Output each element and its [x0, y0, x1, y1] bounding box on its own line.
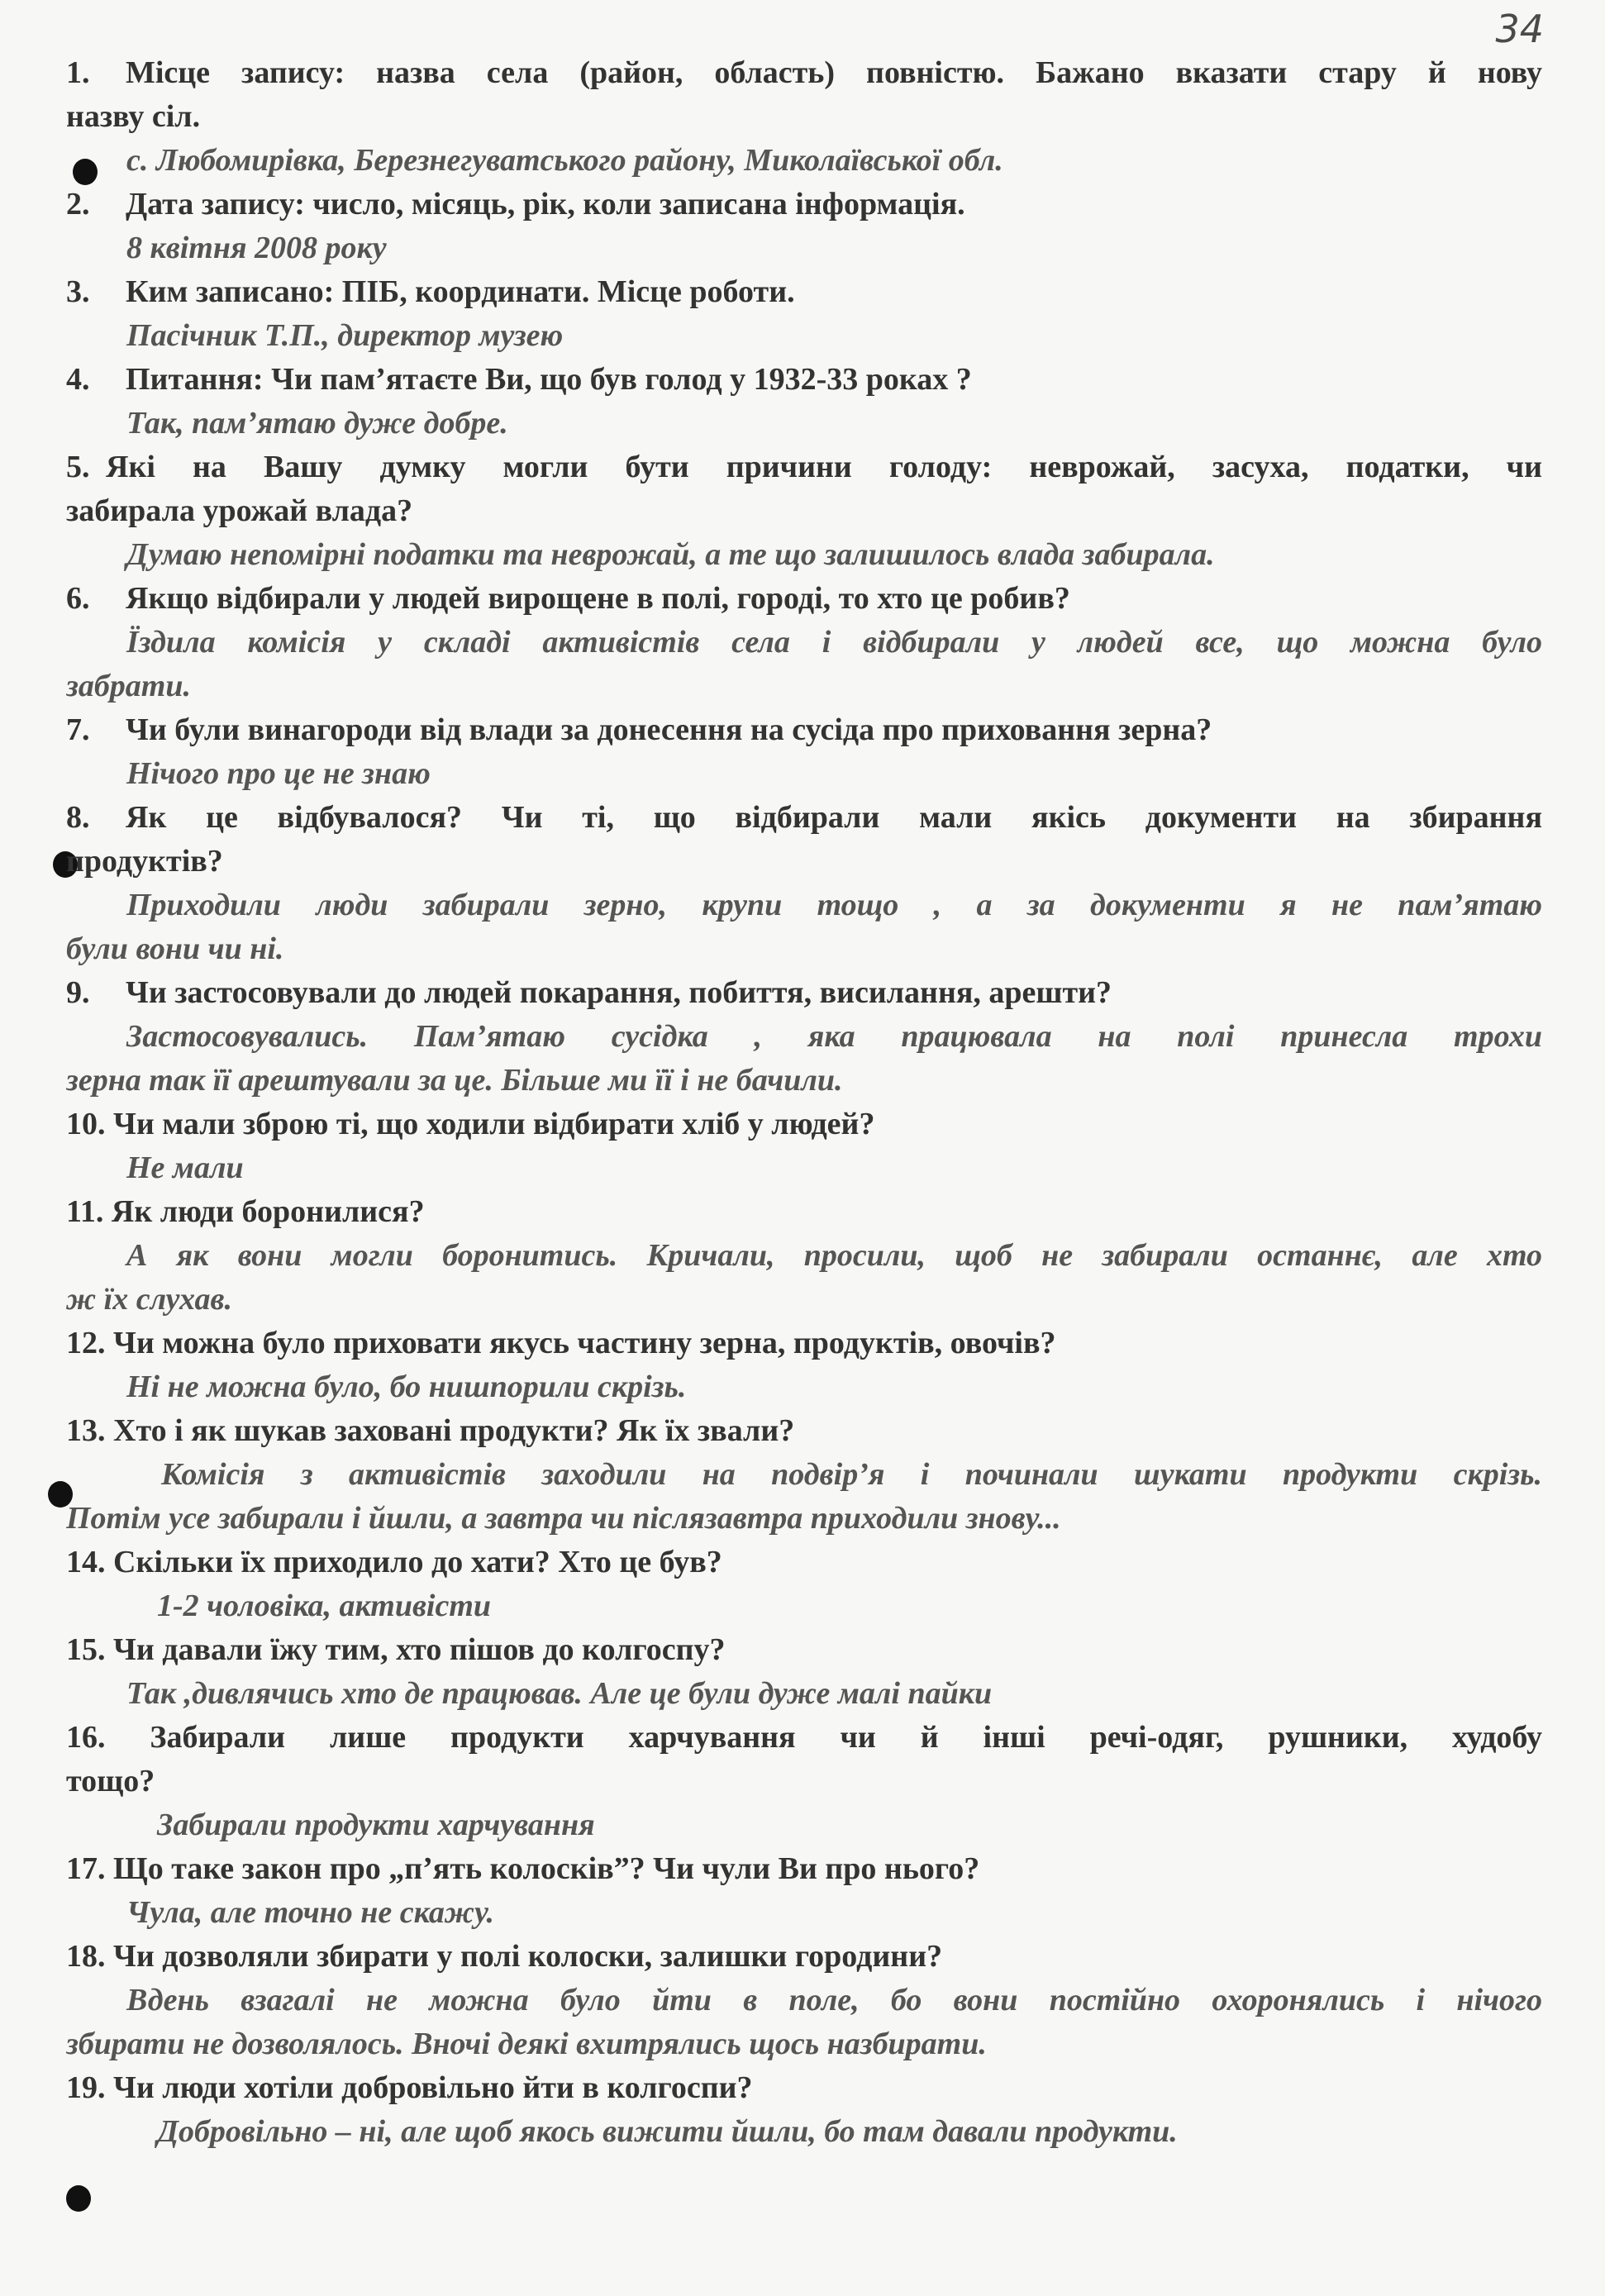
question-16-cont: тощо? [66, 1764, 155, 1798]
answer-7: Нічого про це не знаю [126, 756, 431, 791]
answer-17: Чула, але точно не скажу. [126, 1895, 495, 1930]
answer-10: Не мали [126, 1150, 244, 1185]
answer-13: Комісія з активістів заходили на подвір’я і починали шукати продукти скрізь. [161, 1457, 1542, 1492]
question-6: 6. Якщо відбирали у людей вирощене в полі, городі, то хто це робив? [66, 581, 1070, 616]
answer-5: Думаю непомірні податки та неврожай, а те що залишилось влада забирала. [126, 537, 1215, 572]
answer-13-cont: Потім усе забирали і йшли, а завтра чи післязавтра приходили знову... [66, 1501, 1061, 1536]
question-15: 15. Чи давали їжу тим, хто пішов до колгоспу? [66, 1632, 726, 1667]
question-16: 16. Забирали лише продукти харчування чи й інші речі-одяг, рушники, худобу [66, 1720, 1542, 1755]
question-10: 10. Чи мали зброю ті, що ходили відбирати хліб у людей? [66, 1107, 875, 1141]
answer-8: Приходили люди забирали зерно, крупи тощо , а за документи я не пам’ятаю [126, 888, 1542, 922]
question-11: 11. Як люди боронилися? [66, 1194, 425, 1229]
answer-6-cont: забрати. [66, 669, 191, 703]
answer-4: Так, пам’ятаю дуже добре. [126, 406, 508, 441]
answer-11: А як вони могли боронитись. Кричали, просили, щоб не забирали останнє, але хто [126, 1238, 1542, 1273]
answer-11-cont: ж їх слухав. [66, 1282, 232, 1317]
answer-14: 1-2 чоловіка, активісти [157, 1589, 492, 1623]
answer-3: Пасічник Т.П., директор музею [126, 318, 564, 353]
answer-6: Їздила комісія у складі активістів села і відбирали у людей все, що можна було [126, 625, 1542, 660]
question-8-cont: продуктів? [66, 844, 223, 879]
punch-hole-4 [66, 2185, 91, 2212]
question-1: 1. Місце запису: назва села (район, область) повністю. Бажано вказати стару й нову [66, 55, 1542, 90]
question-17: 17. Що таке закон про „п’ять колосків”? Чи чули Ви про нього? [66, 1851, 980, 1886]
answer-9: Застосовувались. Пам’ятаю сусідка , яка працювала на полі принесла трохи [126, 1019, 1542, 1054]
answer-15: Так ,дивлячись хто де працював. Але це були дуже малі пайки [126, 1676, 993, 1711]
answer-2: 8 квітня 2008 року [126, 231, 387, 265]
question-14: 14. Скільки їх приходило до хати? Хто це був? [66, 1545, 722, 1579]
answer-16: Забирали продукти харчування [157, 1808, 595, 1842]
question-8: 8. Як це відбувалося? Чи ті, що відбирали мали якісь документи на збирання [66, 800, 1542, 835]
question-5: 5. Які на Вашу думку могли бути причини голоду: неврожай, засуха, податки, чи [66, 450, 1542, 484]
question-5-cont: забирала урожай влада? [66, 493, 413, 528]
question-9: 9. Чи застосовували до людей покарання, побиття, висилання, арешти? [66, 975, 1112, 1010]
answer-8-cont: були вони чи ні. [66, 931, 284, 966]
question-4: 4. Питання: Чи пам’ятаєте Ви, що був голод у 1932-33 роках ? [66, 362, 972, 397]
question-19: 19. Чи люди хотіли добровільно йти в колгоспи? [66, 2070, 753, 2105]
question-18: 18. Чи дозволяли збирати у полі колоски, залишки городини? [66, 1939, 943, 1974]
question-2: 2. Дата запису: число, місяць, рік, коли записана інформація. [66, 187, 965, 222]
questionnaire-document [66, 51, 1542, 2154]
question-12: 12. Чи можна було приховати якусь частину зерна, продуктів, овочів? [66, 1326, 1056, 1360]
page-number: 34 [1495, 7, 1544, 51]
question-1-cont: назву сіл. [66, 99, 201, 134]
answer-12: Ні не можна було, бо нишпорили скрізь. [126, 1370, 687, 1404]
answer-9-cont: зерна так її арештували за це. Більше ми її і не бачили. [66, 1063, 843, 1098]
answer-19: Добровільно – ні, але щоб якось вижити йшли, бо там давали продукти. [157, 2114, 1178, 2149]
question-3: 3. Ким записано: ПІБ, координати. Місце роботи. [66, 274, 795, 309]
question-13: 13. Хто і як шукав заховані продукти? Як їх звали? [66, 1413, 795, 1448]
answer-18: Вдень взагалі не можна було йти в поле, бо вони постійно охоронялись і нічого [126, 1983, 1542, 2017]
question-7: 7. Чи були винагороди від влади за донесення на сусіда про приховання зерна? [66, 712, 1212, 747]
answer-1: с. Любомирівка, Березнегуватського району, Миколаївської обл. [126, 143, 1003, 178]
answer-18-cont: збирати не дозволялось. Вночі деякі вхитрялись щось назбирати. [66, 2027, 987, 2061]
